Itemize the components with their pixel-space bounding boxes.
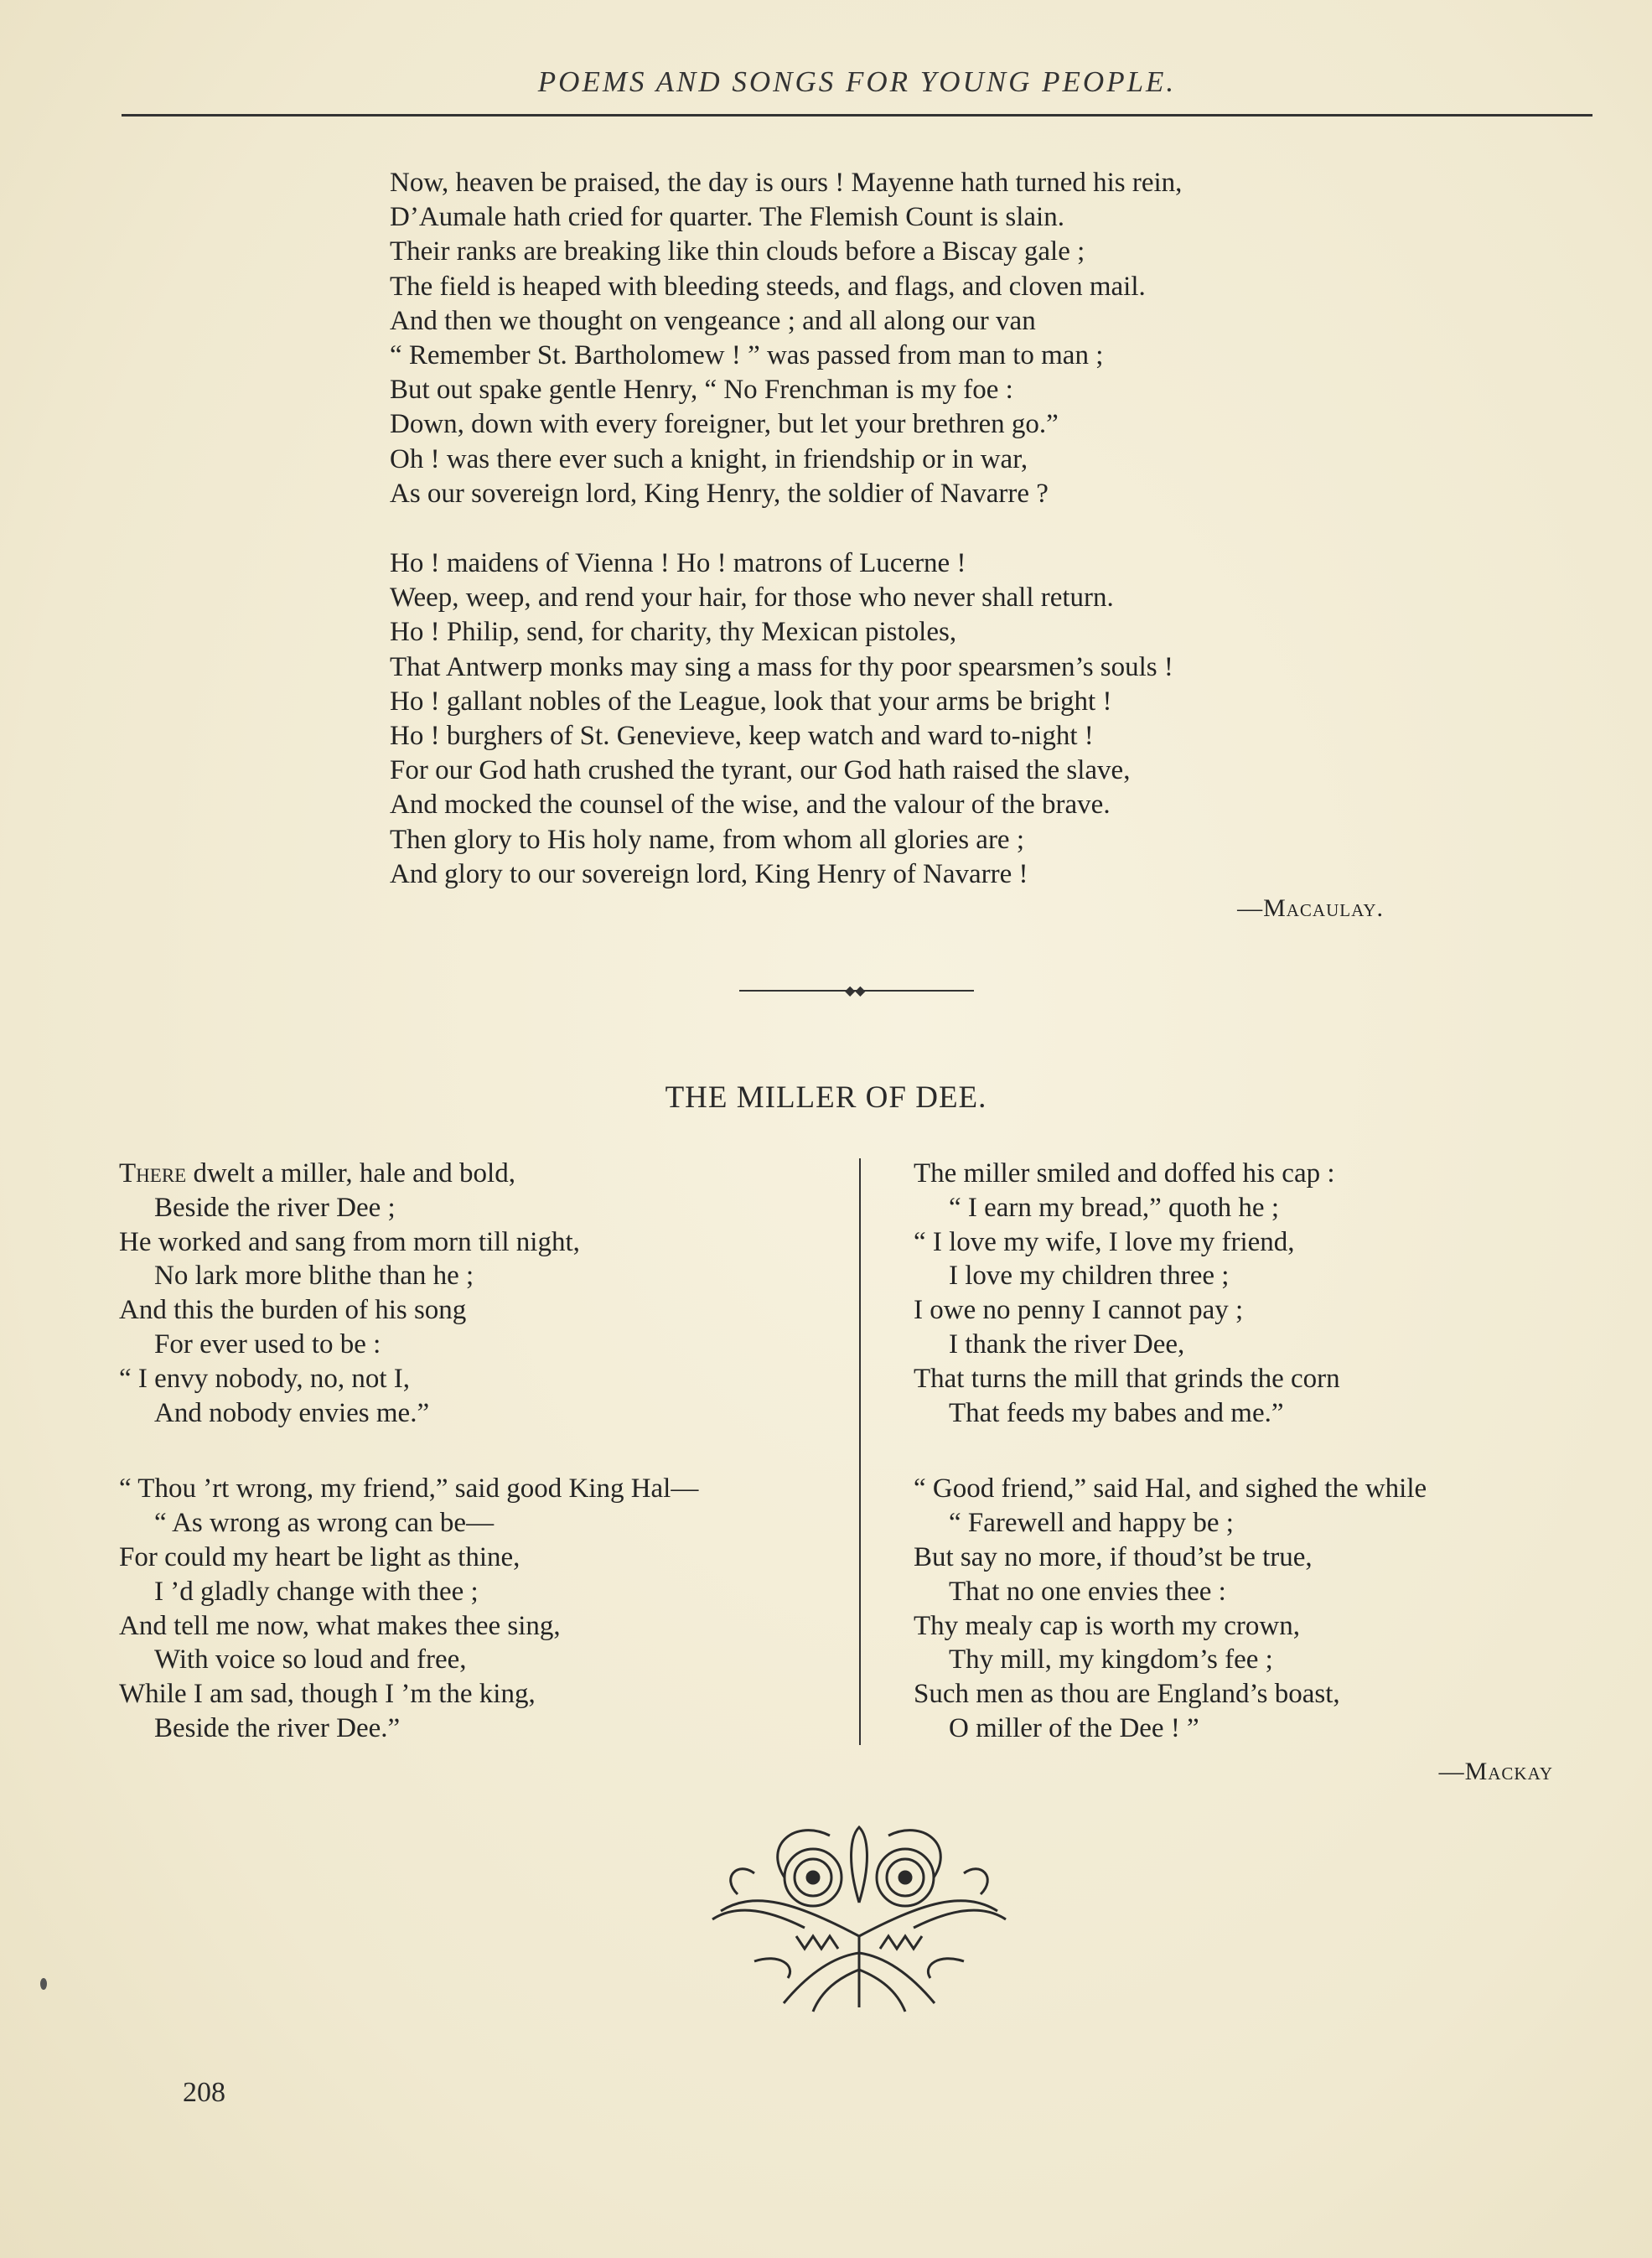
header-rule: [122, 114, 1592, 117]
verse-line: He worked and sang from morn till night,: [119, 1226, 580, 1257]
right-column: [914, 1157, 1601, 1746]
page-number: 208: [183, 2077, 225, 2108]
verse-line: I love my children three ;: [949, 1261, 1230, 1292]
verse-line: O miller of the Dee ! ”: [949, 1712, 1199, 1743]
verse-line: Thy mill, my kingdom’s fee ;: [949, 1644, 1273, 1675]
verse-line: I ’d gladly change with thee ;: [154, 1576, 479, 1607]
verse-line: Oh ! was there ever such a knight, in friendship or in war,: [390, 443, 1028, 474]
verse-line: That feeds my babes and me.”: [949, 1397, 1284, 1428]
verse-line: Weep, weep, and rend your hair, for those who never shall return.: [390, 583, 1114, 614]
verse-line: Down, down with every foreigner, but let your brethren go.”: [390, 409, 1059, 440]
verse-line: That turns the mill that grinds the corn: [914, 1363, 1340, 1394]
verse-line: The miller smiled and doffed his cap :: [914, 1158, 1335, 1189]
poem-title: THE MILLER OF DEE.: [665, 1080, 987, 1115]
verse-line: For our God hath crushed the tyrant, our God hath raised the slave,: [390, 755, 1131, 786]
column-rule: [859, 1158, 861, 1745]
verse-line: And nobody envies me.”: [154, 1397, 430, 1428]
verse-line: “ Remember St. Bartholomew ! ” was passed from man to man ;: [390, 340, 1104, 371]
drop-word: There: [119, 1158, 187, 1189]
verse-line: And this the burden of his song: [119, 1295, 467, 1326]
stanza: [914, 1472, 1601, 1745]
verse-line: No lark more blithe than he ;: [154, 1261, 474, 1292]
verse-line: “ Good friend,” said Hal, and sighed the while: [914, 1473, 1427, 1504]
floral-ornament-icon: [704, 1810, 1014, 2020]
verse-line: Beside the river Dee.”: [154, 1712, 401, 1743]
divider-ornament-icon: ◆◆: [845, 982, 866, 998]
left-column: [119, 1157, 857, 1746]
verse-line: Their ranks are breaking like thin clouds before a Biscay gale ;: [390, 236, 1085, 267]
verse-line: That no one envies thee :: [949, 1576, 1226, 1607]
verse-line: As our sovereign lord, King Henry, the soldier of Navarre ?: [390, 478, 1049, 509]
stanza: [119, 1157, 857, 1430]
verse-line: [119, 1157, 857, 1191]
verse-line: For ever used to be :: [154, 1328, 381, 1359]
verse-line: D’Aumale hath cried for quarter. The Flemish Count is slain.: [390, 202, 1064, 233]
verse-line: I owe no penny I cannot pay ;: [914, 1295, 1244, 1326]
attribution-macaulay: —Macaulay.: [1237, 894, 1384, 922]
stanza: [914, 1157, 1601, 1430]
verse-line: And glory to our sovereign lord, King Henry of Navarre !: [390, 858, 1028, 889]
verse-line: But out spake gentle Henry, “ No Frenchman is my foe :: [390, 375, 1013, 406]
verse-line: Thy mealy cap is worth my crown,: [914, 1610, 1300, 1641]
stanza: [119, 1472, 857, 1745]
ink-speck: [40, 1978, 47, 1990]
verse-line: That Antwerp monks may sing a mass for thy poor spearsmen’s souls !: [390, 651, 1173, 682]
verse-line: I thank the river Dee,: [949, 1328, 1185, 1359]
verse-line: Ho ! Philip, send, for charity, thy Mexican pistoles,: [390, 617, 957, 648]
verse-line: “ Thou ’rt wrong, my friend,” said good King Hal—: [119, 1473, 699, 1504]
verse-line: For could my heart be light as thine,: [119, 1541, 520, 1572]
verse-line: Then glory to His holy name, from whom all glories are ;: [390, 824, 1025, 855]
verse-line: Ho ! maidens of Vienna ! Ho ! matrons of Lucerne !: [390, 548, 966, 579]
stanza: [390, 166, 1479, 511]
verse-line: And tell me now, what makes thee sing,: [119, 1610, 561, 1641]
verse-line: “ I earn my bread,” quoth he ;: [949, 1192, 1280, 1223]
verse-line: “ Farewell and happy be ;: [949, 1508, 1234, 1539]
verse-line: With voice so loud and free,: [154, 1644, 467, 1675]
attribution-mackay: —Mackay: [1438, 1758, 1553, 1785]
verse-line: But say no more, if thoud’st be true,: [914, 1541, 1313, 1572]
stanza: [390, 546, 1479, 892]
verse-line: “ I love my wife, I love my friend,: [914, 1226, 1295, 1257]
verse-line: And then we thought on vengeance ; and all along our van: [390, 305, 1036, 336]
verse-line: “ I envy nobody, no, not I,: [119, 1363, 411, 1394]
verse-line: Beside the river Dee ;: [154, 1192, 396, 1223]
verse-line-rest: dwelt a miller, hale and bold,: [186, 1158, 515, 1189]
running-title: POEMS AND SONGS FOR YOUNG PEOPLE.: [537, 65, 1177, 98]
verse-line: While I am sad, though I ’m the king,: [119, 1679, 536, 1710]
verse-line: And mocked the counsel of the wise, and the valour of the brave.: [390, 790, 1111, 821]
verse-line: “ As wrong as wrong can be—: [154, 1508, 495, 1539]
navarre-poem: [390, 166, 1479, 892]
verse-line: Now, heaven be praised, the day is ours ! Mayenne hath turned his rein,: [390, 168, 1183, 198]
verse-line: The field is heaped with bleeding steeds, and flags, and cloven mail.: [390, 271, 1146, 302]
verse-line: Such men as thou are England’s boast,: [914, 1679, 1340, 1710]
verse-line: Ho ! gallant nobles of the League, look that your arms be bright !: [390, 686, 1112, 717]
verse-line: Ho ! burghers of St. Genevieve, keep watch and ward to-night !: [390, 721, 1094, 752]
